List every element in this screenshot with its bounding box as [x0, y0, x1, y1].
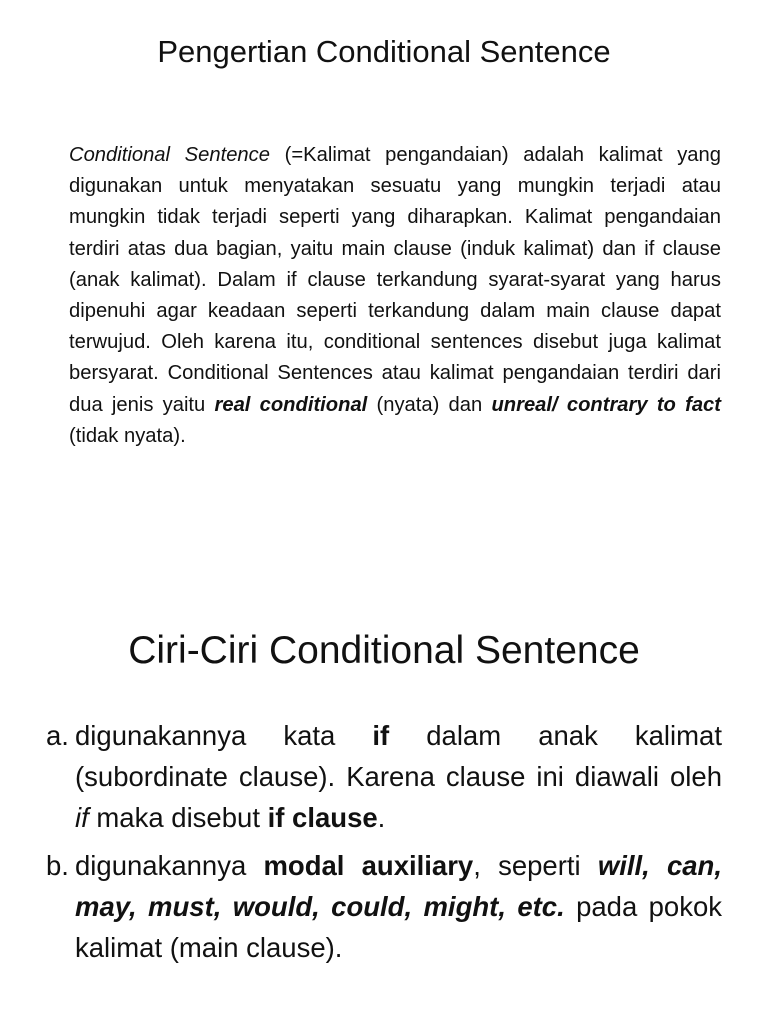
keyword-modal-auxiliary: modal auxiliary: [263, 850, 474, 881]
term-real-conditional: real conditional: [214, 393, 368, 416]
list-marker: b.: [46, 850, 69, 881]
list-item-text: [75, 715, 722, 838]
list-item-b: [46, 845, 722, 968]
modal-examples: will, can, may, must, would, could, might, etc.: [75, 850, 722, 922]
paragraph-text-2: (nyata) dan: [367, 393, 492, 416]
definition-paragraph: [69, 140, 721, 452]
item-b-text-2: , seperti: [473, 850, 598, 881]
list-marker: a.: [46, 720, 69, 751]
characteristics-title: Ciri-Ciri Conditional Sentence: [128, 629, 640, 672]
item-b-text-3: pada pokok kalimat (main clause).: [75, 891, 722, 963]
keyword-if-italic: if: [75, 802, 89, 833]
item-a-text-1: digunakannya kata: [75, 720, 373, 751]
item-a-text-2: dalam anak kalimat (subordinate clause). Karena clause ini diawali oleh: [75, 720, 722, 792]
term-conditional-sentence: Conditional Sentence: [69, 144, 270, 166]
keyword-if: if: [372, 720, 390, 751]
paragraph-text-3: (tidak nyata).: [69, 424, 186, 447]
definition-title: Pengertian Conditional Sentence: [157, 34, 611, 69]
item-a-text-4: .: [377, 802, 386, 833]
term-unreal-conditional: unreal/ contrary to fact: [491, 393, 721, 416]
item-b-text-1: digunakannya: [75, 850, 264, 881]
slide-characteristics: [0, 600, 768, 1024]
list-item-text: [75, 845, 722, 968]
paragraph-text-1: (=Kalimat pengandaian) adalah kalimat yang digunakan untuk menyatakan sesuatu yang mungkin terjadi atau mungkin tidak terjadi seperti yang diharapkan. Kalimat pengandaian terdiri atas dua bagian, yaitu main clause (induk kalimat) dan if clause (anak kalimat). Dalam if clause terkandung syarat-syarat yang harus dipenuhi agar keadaan seperti terkandung dalam main clause dapat terwujud. Oleh karena itu, conditional sentences disebut juga kalimat bersyarat. Conditional Sentences atau kalimat pengandaian terdiri dari dua jenis yaitu: [69, 144, 721, 416]
item-a-text-3: maka disebut: [88, 802, 268, 833]
list-item-a: [46, 715, 722, 838]
characteristics-list: [46, 715, 722, 975]
keyword-if-clause: if clause: [267, 802, 378, 833]
